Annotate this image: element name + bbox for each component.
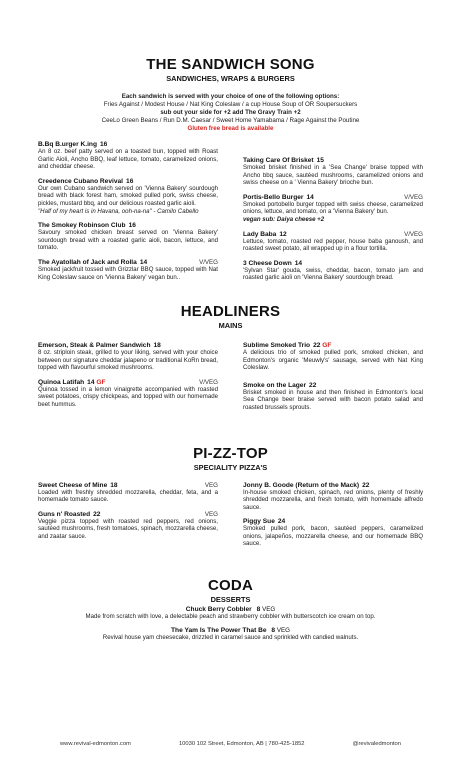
item-description: Quinoa tossed in a lemon vinaigrette accompanied with roasted sweet potatoes, crispy chickpeas, and topped with our homemade beet hummus. (38, 385, 218, 408)
item-price: 14 (87, 378, 95, 386)
item-price: 16 (99, 141, 108, 148)
item-name: Creedence Cubano Revival (38, 177, 124, 185)
sandwich-columns (38, 141, 423, 289)
item-tag: VEG (262, 606, 276, 614)
item-tag: VEG (204, 510, 218, 518)
footer (60, 741, 401, 747)
item-price: 15 (316, 157, 324, 164)
pizza-title: PI-ZZ-TOP (193, 444, 268, 462)
menu-item (38, 606, 423, 621)
menu-item (243, 342, 423, 372)
item-description: Smoked pulled pork, bacon, sautéed peppers, caramelized onions, jalapeños, mozzarella cheese, and our homemade BBQ sauce. (243, 525, 423, 548)
menu-item (243, 157, 423, 187)
item-price: 24 (277, 518, 286, 526)
item-price: 22 (313, 341, 321, 349)
item-description: 8 oz. striploin steak, grilled to your liking, served with your choice between our signature cheddar jalapeno or traditional KoRn bread, topped with flavourful smoked mushrooms. (38, 348, 218, 372)
item-description: In-house smoked chicken, spinach, red onions, plenty of freshly shredded mozzarella, and fresh tomato, with homemade alfredo sauce. (243, 488, 423, 511)
sandwich-right-column (243, 141, 423, 289)
item-name: Sweet Cheese of Mine (38, 481, 108, 489)
item-price: 18 (153, 341, 161, 349)
menu-item (38, 627, 423, 642)
item-name: Chuck Berry Cobbler (185, 606, 252, 614)
item-quote: "Half of my heart is in Havana, ooh-na-na" - Camilo Cabello (38, 207, 199, 215)
item-name: Piggy Sue (243, 518, 275, 526)
item-price: 16 (128, 222, 136, 230)
item-name: Lady Baba (243, 230, 277, 238)
headliners-title: HEADLINERS (180, 302, 281, 320)
menu-item (38, 222, 218, 252)
coda-subtitle: DESSERTS (210, 595, 251, 605)
sandwich-title: THE SANDWICH SONG (146, 56, 315, 73)
item-description: Savoury smoked chicken breast served on 'Vienna Bakery' sourdough bread with a roasted garlic aioli, bacon, lettuce, and tomato. (38, 229, 218, 252)
item-description: Smoked portobello burger topped with swiss cheese, caramelized onions, lettuce, and tomato, on a 'Vienna Bakery' bun. (243, 200, 423, 216)
menu-item (38, 141, 218, 171)
sandwich-subtitle: SANDWICHES, WRAPS & BURGERS (166, 74, 295, 83)
vegan-sub-note: vegan sub: Daiya cheese +2 (243, 215, 325, 223)
sides-intro: Each sandwich is served with your choice of one of the following options: (121, 93, 340, 100)
item-price: 8 (256, 606, 261, 614)
item-price: 22 (362, 481, 370, 489)
item-name: Quinoa Latifah (38, 378, 85, 386)
item-description: Brisket smoked in house and then finished in Edmonton's local Sea Change beer braise served with bacon potato salad and roasted brussels sprouts. (243, 388, 423, 411)
item-price: 16 (126, 177, 134, 185)
headliners-subtitle: MAINS (218, 320, 243, 330)
item-description: Our own Cubano sandwich served on 'Vienna Bakery' sourdough bread with black forest ham, smoked pulled pork, swiss cheese, pickles, mustard bbq, and our delicious roasted garlic aioli. (38, 184, 218, 207)
item-name: Emerson, Steak & Palmer Sandwich (38, 341, 151, 349)
coda-items (38, 606, 423, 641)
item-name: Jonny B. Goode (Return of the Mack) (243, 481, 360, 489)
item-name: The Smokey Robinson Club (38, 222, 126, 230)
menu-item (243, 231, 423, 253)
item-tag: VEG (204, 481, 218, 489)
headliners-header (38, 303, 423, 330)
item-description: Lettuce, tomato, roasted red pepper, house baba ganoush, and roasted sweet potato, all wrapped up in a flour tortilla. (243, 237, 423, 253)
sandwich-left-column (38, 141, 218, 289)
gf-badge: GF (96, 378, 106, 386)
item-description: Smoked brisket finished in a 'Sea Change' braise topped with Ancho bbq sauce, sautéed mushrooms, caramelized onions and swiss cheese on a ' Vienna Bakery' brioche bun. (243, 164, 423, 187)
item-name: The Ayatollah of Jack and Rolla (38, 258, 137, 266)
menu-item (243, 194, 423, 224)
menu-item (243, 518, 423, 548)
item-tag: V/VEG (199, 258, 218, 266)
item-tag: V/VEG (404, 193, 423, 201)
menu-item (243, 260, 423, 282)
item-name: Smoke on the Lager (243, 381, 307, 389)
item-description: Loaded with freshly shredded mozzarella, cheddar, feta, and a homemade tomato sauce. (38, 488, 218, 504)
item-tag: V/VEG (404, 230, 423, 238)
menu-item (243, 482, 423, 512)
menu-item (38, 379, 218, 409)
gf-badge: GF (322, 341, 332, 349)
item-description: Revival house yam cheesecake, drizzled in caramel sauce and sprinkled with candied walnuts. (102, 633, 359, 641)
item-name: Portis-Bello Burger (243, 193, 304, 201)
item-name: Sublime Smoked Trio (243, 341, 311, 349)
item-name: Taking Care Of Brisket (243, 157, 314, 164)
item-price: 22 (93, 510, 101, 518)
menu-item (38, 511, 218, 541)
coda-header (38, 577, 423, 604)
footer-website[interactable]: www.revival-edmonton.com (60, 741, 131, 747)
item-price: 8 (271, 626, 276, 634)
menu-item (38, 482, 218, 504)
item-description: Made from scratch with love, a delectable peach and strawberry cobbler with butterscotch ice cream on top. (85, 613, 376, 621)
headliners-right-column (243, 342, 423, 419)
item-name: B.Bq B.urger K.ing (38, 141, 97, 148)
coda-title: CODA (208, 577, 253, 595)
headliners-left-column (38, 342, 218, 419)
item-price: 18 (110, 481, 118, 489)
item-price: 14 (139, 258, 148, 266)
menu-item (243, 382, 423, 412)
menu-item (38, 178, 218, 215)
pizza-header (38, 445, 423, 472)
pizza-columns (38, 482, 423, 556)
item-price: 22 (309, 381, 317, 389)
item-description: An 8 oz. beef patty served on a toasted bun, topped with Roast Garlic Aioli, Ancho BBQ, leaf lettuce, tomato, caramelized onions, and cheddar cheese. (38, 148, 218, 171)
item-name: Guns n' Roasted (38, 510, 91, 518)
menu-item (38, 342, 218, 372)
item-description: A delicious trio of smoked pulled pork, smoked chicken, and Edmonton's organic 'Meuwly's' sausage, served with Nat King Coleslaw. (243, 348, 423, 372)
footer-address: 10030 102 Street, Edmonton, AB | 780-425-1852 (178, 741, 305, 747)
item-tag: VEG (276, 626, 290, 634)
gluten-free-note: Gluten free bread is available (187, 125, 274, 132)
pizza-left-column (38, 482, 218, 556)
item-description: 'Sylvan Star' gouda, swiss, cheddar, bacon, tomato jam and roasted garlic aioli on 'Vienna Bakery' sourdough bread. (243, 266, 423, 282)
item-price: 14 (306, 193, 314, 201)
item-price: 12 (279, 230, 287, 238)
sides-options: Fries Against / Modest House / Nat King Coleslaw / a cup House Soup of OR Soupersuckers (103, 101, 358, 108)
premium-sides: CeeLo Green Beans / Run D.M. Caesar / Sweet Home Yamabama / Rage Against the Poutine (101, 117, 360, 124)
item-name: 3 Cheese Down (243, 259, 292, 267)
sandwich-header (38, 0, 423, 83)
footer-social[interactable]: @revivaledmonton (352, 741, 401, 747)
item-price: 14 (294, 259, 303, 267)
headliners-columns (38, 342, 423, 419)
pizza-right-column (243, 482, 423, 556)
pizza-subtitle: SPECIALITY PIZZA'S (193, 462, 268, 472)
item-description: Smoked jackfruit tossed with Grizzlar BBQ sauce, topped with Nat King Coleslaw sauce on 'Vienna Bakery' vegan bun.. (38, 265, 218, 281)
item-name: The Yam Is The Power That Be (171, 626, 267, 634)
item-tag: V/VEG (199, 378, 218, 386)
item-description: Veggie pizza topped with roasted red peppers, red onions, sautéed mushrooms, fresh tomatoes, spinach, mozzarella cheese, and zaatar sauce. (38, 517, 218, 540)
menu-item (38, 259, 218, 281)
side-upgrade: sub out your side for +2 add The Gravy Train +2 (160, 109, 301, 116)
sandwich-intro (38, 93, 423, 133)
